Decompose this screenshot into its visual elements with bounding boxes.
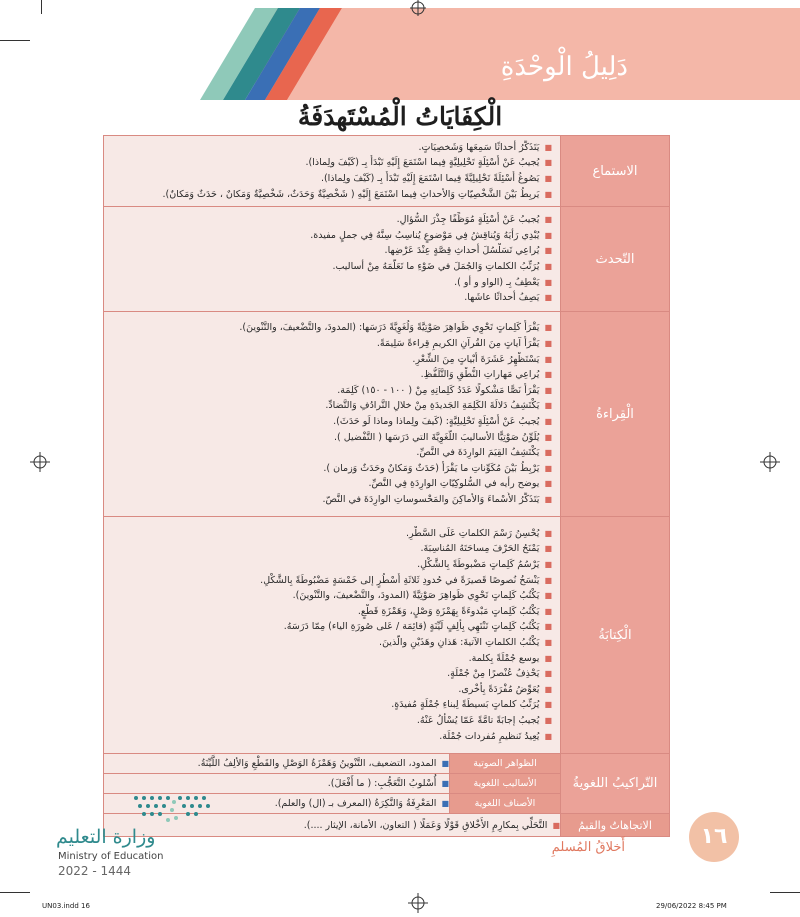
list-item: ■يُعِيدُ تَنظيمِ مُفردات جُمْلَة. bbox=[439, 730, 552, 742]
list-item: ■يَكْتُبُ الكلماتِ الآتيةَ: هَذانِ وهَذَيْنِ والَّذينَ. bbox=[379, 637, 552, 648]
list-item: ■يُراعِي تَسَلْسُلَ أحداثِ قِصَّةٍ عِنْدَ عَرْضِها. bbox=[384, 245, 552, 257]
list-item: ■التَّحَلِّي بِمكارِمِ الأَخْلاقِ قَوْلًا وَعَمَلًا ( التعاون، الأمانة، الإيثار ....). bbox=[104, 814, 561, 837]
category-label: الْقِراءةُ bbox=[561, 312, 670, 517]
list-item: ■يَكْتُبُ كَلِماتٍ تَحْوِي ظَواهِرَ صَوْتِيَّةً (المدودَ، والتَّضْعيفَ، والتَّنْوينَ). bbox=[292, 590, 552, 602]
list-item: ■يَقْرَأُ نَصًّا مَشْكولًا عَدَدُ كَلِماتِهِ مِنْ ( ١٠٠ - ١٥٠) كَلِمَة. bbox=[337, 384, 552, 396]
sub-category-label: الأصناف اللغوية bbox=[450, 794, 561, 814]
ministry-logo-icon bbox=[130, 792, 218, 824]
footer-unit-name: أَخلاقُ المُسلمِ bbox=[551, 840, 625, 855]
sub-category-label: الظواهر الصوتية bbox=[450, 754, 561, 774]
list-item: ■المَعْرِفَةُ وَالنَّكِرَةُ (المعرف بـ (ال) والعلم). bbox=[104, 794, 450, 814]
list-item: ■يَصُوغُ أَسْئِلَةً تَحْلِيلِيَّةً فِيما اسْتَمَعَ إِلَيْهِ تَبْدَأُ بِـ (كَيْفَ ولِماذا). bbox=[320, 173, 552, 184]
list-item: ■يُلَوِّنُ صَوْتِيًّا الأساليبَ اللُّغَوِيَّةَ التي دَرَسَها ( التَّفْضيل ). bbox=[334, 431, 552, 443]
list-item: ■يَرْبِطُ بَيْنَ مُكَوِّناتِ ما يَقْرَأُ (حَدَثٌ وَمَكانٌ وحَدَثٌ وَزمان ). bbox=[323, 462, 552, 474]
items-cell bbox=[104, 312, 561, 517]
list-item: ■يَسْتَظْهِرُ عَشَرَةَ أَبْياتٍ مِنَ الشِّعْرِ. bbox=[412, 353, 552, 365]
list-item: ■يَحْذِفُ عُنْصرًا مِنْ جُمْلَةٍ. bbox=[447, 668, 552, 680]
list-item: ■أُسْلوبُ التَّعَجُّبِ: ( ما أَفْعَلَ). bbox=[104, 774, 450, 794]
category-label: الاتجاهاتُ والقيمُ bbox=[561, 814, 670, 837]
registration-mark-right bbox=[760, 452, 780, 472]
list-item: ■يَنْسَخُ نُصوصًا قَصيرَةً في حُدودِ ثَلاثَةِ أَسْطُرٍ إلى خَمْسَةٍ مَضْبُوطَةً بِالشَّكْلِ. bbox=[260, 574, 552, 586]
list-item: ■يَقْرَأُ كَلِماتٍ تَحْوِي ظَواهِرَ صَوْتِيَّةً وَلُغَوِيَّةً دَرَسَها: (المدودَ، والتَّضْعيفَ، والتَّنْوينَ). bbox=[239, 322, 552, 334]
list-item: ■يُجيبُ عَنْ أَسْئِلَةٍ مُوَظِّفًا جِذْرَ السُّؤالِ. bbox=[396, 214, 552, 226]
list-item: ■يَصِفُ أحداثًا عاشَها. bbox=[464, 292, 552, 304]
list-item: ■يَكْتَشِفُ القِيَمَ الوارِدَةَ في النَّصِّ. bbox=[416, 447, 552, 459]
list-item: ■يَربِطُ بَيْنَ الشَّخْصِيّاتِ وَالأحداثِ فِيما اسْتَمَعَ إِلَيْهِ ( شَخْصِيَّةٌ وَحَدَثٌ، شَخْصِيَّةٌ وَمَكانٌ ، حَدَثٌ وَمَكانٌ). bbox=[162, 188, 552, 200]
items-cell bbox=[104, 207, 561, 312]
category-label: الْكِتابَةُ bbox=[561, 517, 670, 754]
registration-mark-left bbox=[30, 452, 50, 472]
crop-mark bbox=[0, 892, 30, 893]
ministry-year: 2022 - 1444 bbox=[58, 864, 132, 878]
list-item: ■يَعْطِفُ بِـ (الواو و أو ). bbox=[454, 276, 552, 288]
page-number: ١٦ bbox=[689, 812, 739, 862]
registration-mark-bottom bbox=[408, 893, 428, 913]
list-item: ■يوسع جُمْلَةً بِكلمة. bbox=[468, 652, 552, 664]
list-item: ■يَتَذَكَّرُ الأَسْماءَ وَالأماكِنَ والمَحْسوساتِ الوارِدَةَ في النَّصّ. bbox=[322, 493, 552, 505]
list-item: ■يُعَوِّضُ مُفْرَدَةً بِأُخْرى. bbox=[458, 683, 552, 695]
list-item: ■يَمْنَحُ الحَرْفَ مِساحَتَهُ المُناسِبَةَ. bbox=[420, 543, 552, 555]
list-item: ■يَكْتَشِفُ دَلالَةَ الكَلِمَةِ الجَديدَةِ مِنْ خلالِ التَّرادُفِ وَالتَّضادِّ. bbox=[325, 400, 552, 412]
competencies-table bbox=[103, 135, 670, 837]
category-label: التّحدث bbox=[561, 207, 670, 312]
list-item: ■يوضح رأيه في السُّلوكِيّاتِ الوارِدَةِ فِي النَّصِّ. bbox=[368, 478, 552, 490]
structures-row-phonetic bbox=[104, 754, 670, 774]
list-item: ■يَرْسُمُ كَلِماتٍ مَضْبوطَةً بِالشَّكْلِ. bbox=[417, 559, 552, 571]
list-item: ■يُجيبُ إجابَةً تامَّةً عَمّا يُسْأَلُ عَنْهُ. bbox=[416, 714, 552, 726]
section-writing bbox=[104, 517, 670, 754]
section-speaking bbox=[104, 207, 670, 312]
list-item: ■يُبْدِي رَأْيَهُ وَيُناقِشُ فِي مَوْضوعٍ يُناسِبُ سِنَّهُ فِي جملٍ مفيدة. bbox=[310, 229, 552, 241]
list-item: ■يَقْرَأُ آياتٍ مِنَ القُرآنِ الكريمِ قِراءةً سَلِيمَةً. bbox=[376, 338, 552, 350]
list-item: ■يَكْتُبُ كَلِماتٍ مَبْدوءَةً بِهَمْزَةِ وَصْلٍ، وَهَمْزَةِ قَطْعٍ. bbox=[357, 605, 552, 617]
section-listening bbox=[104, 136, 670, 207]
page-heading: الْكِفَايَاتُ الْمُسْتَهدَفَةُ bbox=[297, 102, 503, 131]
section-reading bbox=[104, 312, 670, 517]
list-item: ■يُرَتِّبُ الكلماتِ وَالجُمَلَ في ضَوْءِ ما تَعَلَّمَهُ مِنْ أساليب. bbox=[332, 261, 552, 272]
list-item: ■يُجيبُ عَنْ أَسْئِلَةٍ تَحْلِيلِيَّةٍ: (كَيفَ ولِماذا وماذا لَو حَدَثَ). bbox=[333, 416, 552, 427]
ministry-name-arabic: وزارة التعليم bbox=[56, 826, 156, 848]
list-item: ■يَتَذَكَّرُ أحداثًا سَمِعَها وَشَخصِيَاتٍ. bbox=[418, 141, 552, 153]
items-cell bbox=[104, 136, 561, 207]
list-item: ■المدود، التضعيف، التَّنْوينُ وَهَمْزَةُ الوَصْلِ والقَطْعِ وَالألِفُ اللَّيِّنَةُ. bbox=[104, 754, 450, 774]
sub-category-label: الأساليب اللغوية bbox=[450, 774, 561, 794]
items-cell bbox=[104, 517, 561, 754]
header-band bbox=[0, 0, 800, 100]
print-slug: UN03.indd 16 bbox=[42, 902, 90, 910]
list-item: ■يُرَتِّبُ كلماتٍ بَسيطَةً لِبناءِ جُمْلَةٍ مُفيدَةٍ. bbox=[391, 699, 552, 711]
crop-mark bbox=[770, 892, 800, 893]
print-date: 29/06/2022 8:45 PM bbox=[656, 902, 727, 910]
list-item: ■يُحْسِنُ رَسْمَ الكلماتِ عَلَى السَّطْرِ. bbox=[405, 527, 552, 539]
unit-guide-title: دَلِيلُ الْوحْدَةِ bbox=[500, 52, 628, 82]
list-item: ■يَكْتُبُ كَلِماتٍ تَنْتَهِي بِأَلِفٍ لَيِّنَةٍ (قائِمَة / عَلى صُورَةِ الياء) مِمّا دَرَسَهُ. bbox=[283, 621, 552, 633]
category-label: الاستماع bbox=[561, 136, 670, 207]
ministry-name-english: Ministry of Education bbox=[58, 851, 164, 862]
list-item: ■يُجيبُ عَنْ أَسْئِلَةٍ تَحْلِيلِيَّةٍ فِيما اسْتَمَعَ إِلَيْهِ تَبْدَأُ بِـ (كَيْفَ ولِماذا). bbox=[305, 157, 552, 169]
list-item: ■يُراعِي مَهاراتِ النُّطْقِ وَالتَّلَفُّظِ. bbox=[420, 369, 552, 381]
category-label: التّراكيبُ اللغويةُ bbox=[561, 754, 670, 814]
